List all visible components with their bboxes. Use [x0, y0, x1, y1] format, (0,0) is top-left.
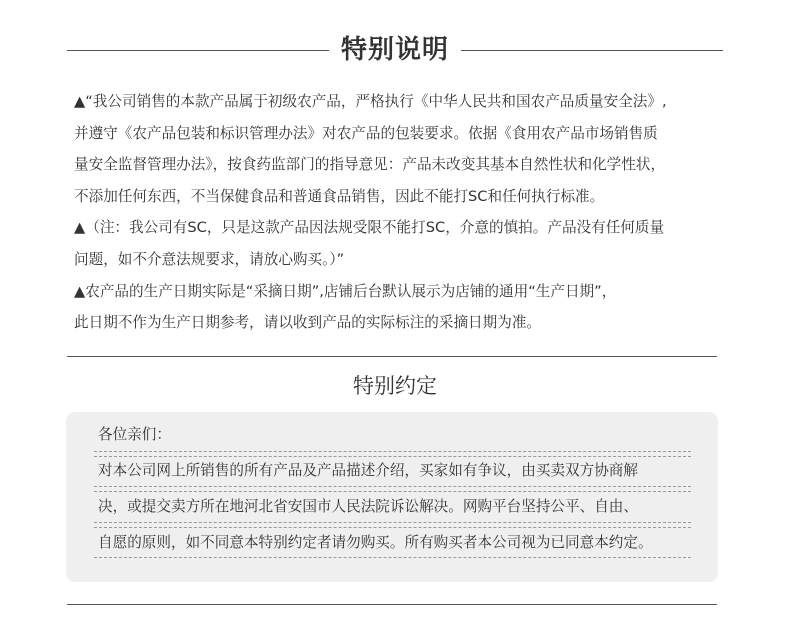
dashed-rule [94, 557, 691, 558]
notice-line: 此日期不作为生产日期参考，请以收到产品的实际标注的采摘日期为准。 [74, 314, 542, 332]
dashed-rule [94, 522, 691, 523]
agreement-line: 自愿的原则，如不同意本特别约定者请勿购买。所有购买者本公司视为已同意本约定。 [98, 534, 653, 551]
notice-line: ▲“我公司销售的本款产品属于初级农产品，严格执行《中华人民共和国农产品质量安全法》, [74, 93, 667, 110]
dashed-rule [94, 451, 691, 452]
title-rule-right [461, 50, 723, 51]
notice-line: 量安全监督管理办法》，按食药监部门的指导意见：产品未改变其基本自然性状和化学性状， [74, 156, 666, 174]
dashed-rule [94, 456, 691, 457]
notice-line: 不添加任何东西，不当保健食品和普通食品销售，因此不能打SC和任何执行标准。 [74, 187, 605, 205]
dashed-rule [94, 527, 691, 528]
agreement-line: 决，或提交卖方所在地河北省安国市人民法院诉讼解决。网购平台坚持公平、自由、 [98, 498, 638, 515]
dashed-rule [94, 491, 691, 492]
dashed-rule [94, 486, 691, 487]
agreement-line: 对本公司网上所销售的所有产品及产品描述介绍，买家如有争议，由买卖双方协商解 [98, 462, 638, 479]
special-notice-title: 特别说明 [340, 35, 449, 65]
notice-line: 并遵守《农产品包装和标识管理办法》对农产品的包装要求。依据《食用农产品市场销售质 [74, 124, 658, 142]
notice-line: ▲农产品的生产日期实际是“采摘日期”,店铺后台默认展示为店铺的通用“生产日期”， [74, 282, 617, 300]
notice-paragraph [74, 86, 744, 339]
title-rule-left [67, 50, 329, 51]
notice-line: 问题，如不介意法规要求，请放心购买。）” [74, 250, 345, 268]
notice-line: ▲（注：我公司有SC，只是这款产品因法规受限不能打SC，介意的慎拍。产品没有任何质量 [74, 219, 665, 237]
section-divider [67, 356, 717, 357]
bottom-divider [67, 604, 717, 605]
special-agreement-title: 特别约定 [353, 374, 437, 398]
agreement-greeting: 各位亲们： [98, 426, 171, 443]
